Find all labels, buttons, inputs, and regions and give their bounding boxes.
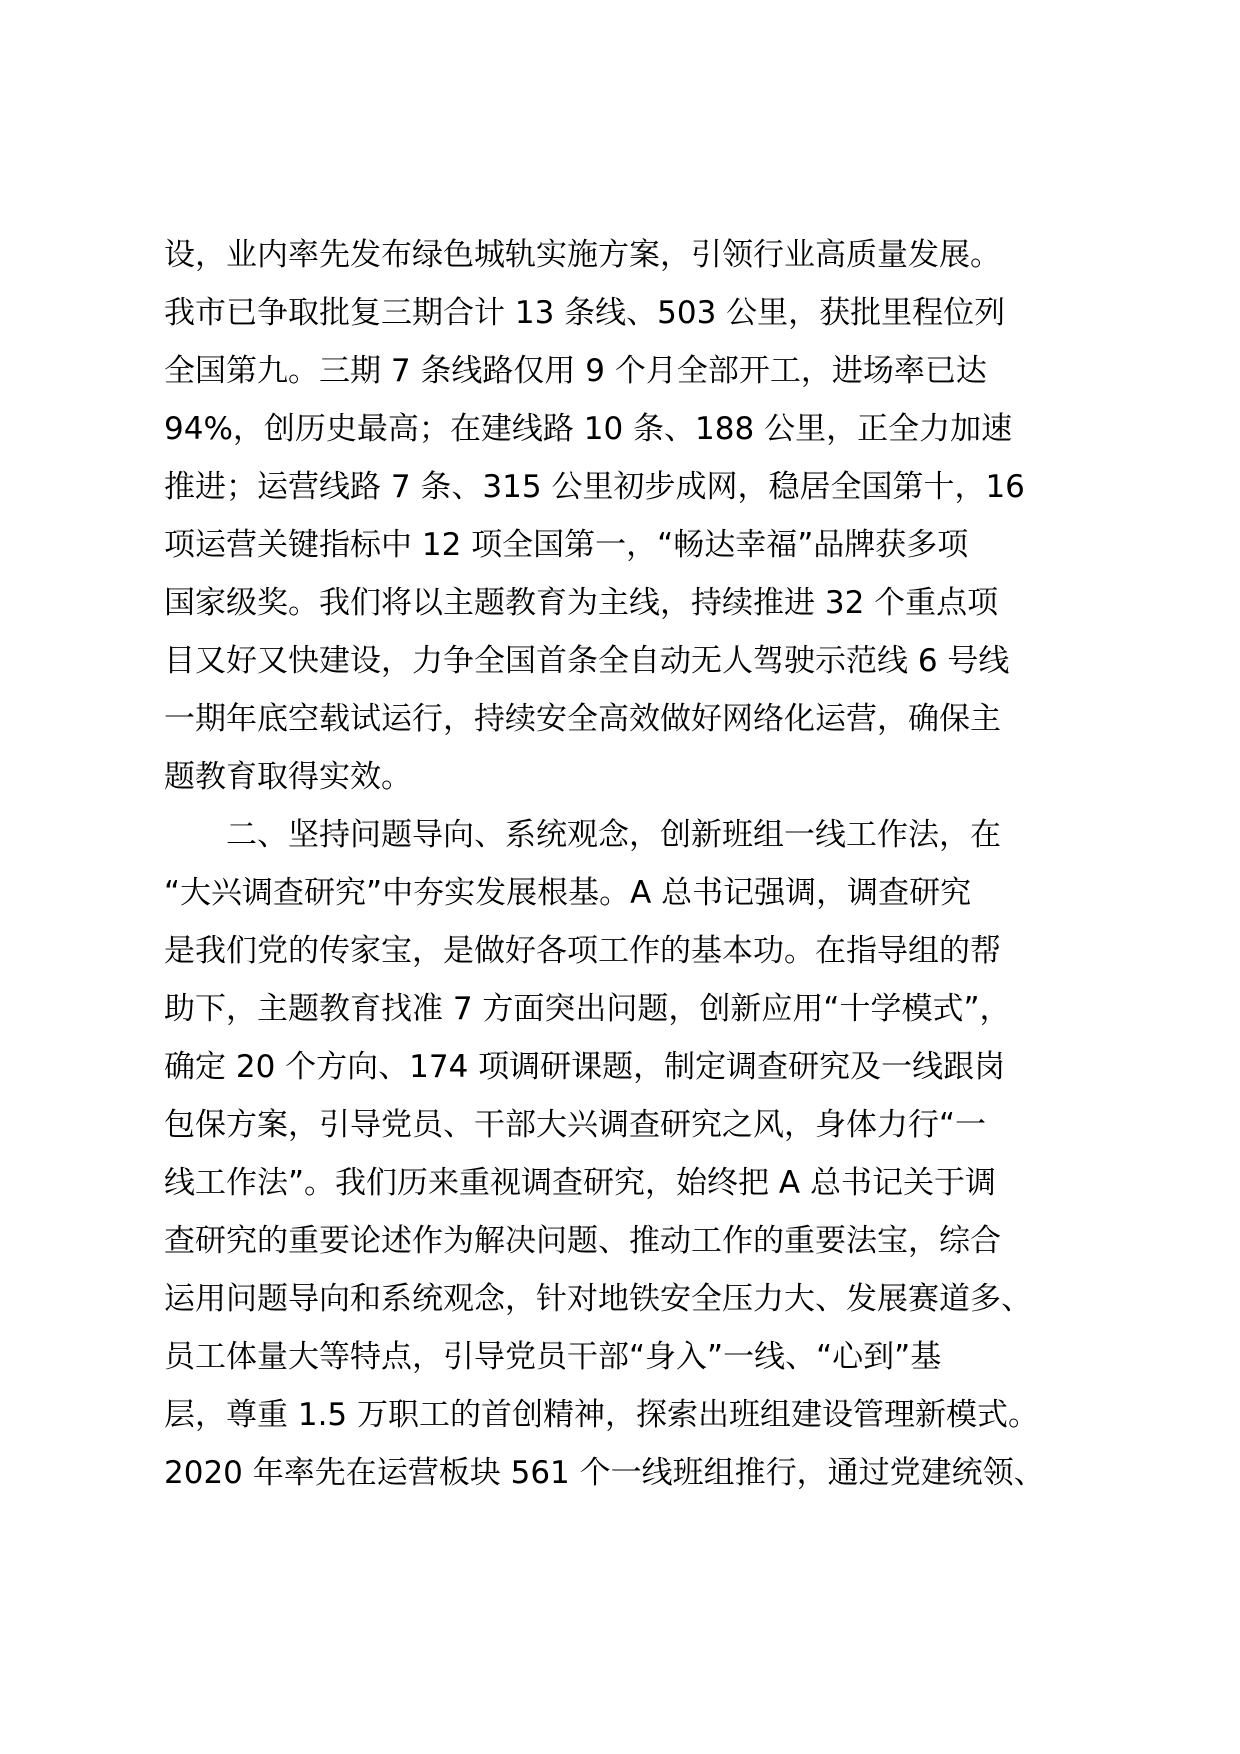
text-line: 员工体量大等特点，引导党员干部“身入”一线、“心到”基 <box>164 1339 942 1375</box>
text-line: 94%，创历史最高；在建线路 10 条、188 公里，正全力加速 <box>164 411 1013 447</box>
text-line: 我市已争取批复三期合计 13 条线、503 公里，获批里程位列 <box>164 295 1006 331</box>
text-line: 一期年底空载试运行，持续安全高效做好网络化运营，确保主 <box>164 701 1001 737</box>
text-line: 包保方案，引导党员、干部大兴调查研究之风，身体力行“一 <box>164 1107 987 1143</box>
section-heading-line: 二、坚持问题导向、系统观念，创新班组一线工作法，在 <box>226 817 1001 853</box>
text-line: 确定 20 个方向、174 项调研课题，制定调查研究及一线跟岗 <box>164 1049 1006 1085</box>
text-line: 2020 年率先在运营板块 561 个一线班组推行，通过党建统领、 <box>164 1455 1045 1491</box>
body-text <box>164 226 1104 1502</box>
text-line: 线工作法”。我们历来重视调查研究，始终把 A 总书记关于调 <box>164 1165 996 1201</box>
text-line: 国家级奖。我们将以主题教育为主线，持续推进 32 个重点项 <box>164 585 999 621</box>
text-line: 项运营关键指标中 12 项全国第一，“畅达幸福”品牌获多项 <box>164 527 969 563</box>
text-line: 层，尊重 1.5 万职工的首创精神，探索出班组建设管理新模式。 <box>164 1397 1040 1433</box>
text-line: 目又好又快建设，力争全国首条全自动无人驾驶示范线 6 号线 <box>164 643 1010 679</box>
text-line: 推进；运营线路 7 条、315 公里初步成网，稳居全国第十，16 <box>164 469 1025 505</box>
text-line: 是我们党的传家宝，是做好各项工作的基本功。在指导组的帮 <box>164 933 1001 969</box>
text-line: 题教育取得实效。 <box>164 759 412 795</box>
text-line: 运用问题导向和系统观念，针对地铁安全压力大、发展赛道多、 <box>164 1281 1032 1317</box>
text-line: 助下，主题教育找准 7 方面突出问题，创新应用“十学模式”， <box>164 991 1011 1027</box>
text-line: 全国第九。三期 7 条线路仅用 9 个月全部开工，进场率已达 <box>164 353 987 389</box>
text-line: 查研究的重要论述作为解决问题、推动工作的重要法宝，综合 <box>164 1223 1001 1259</box>
text-line: 设，业内率先发布绿色城轨实施方案，引领行业高质量发展。 <box>164 237 1001 273</box>
text-line: “大兴调查研究”中夯实发展根基。A 总书记强调，调查研究 <box>164 875 972 911</box>
